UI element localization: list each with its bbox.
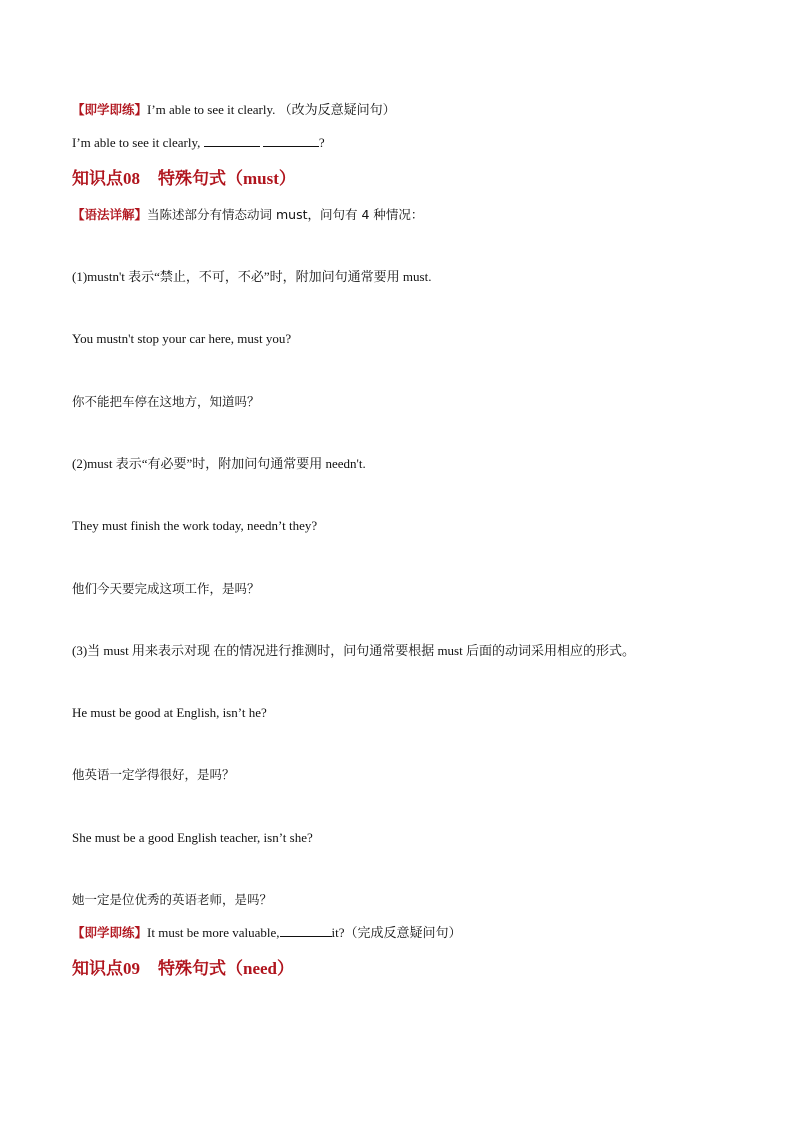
answer-blank-1[interactable] <box>204 133 260 147</box>
example-sentence: She must be a good English teacher, isn’t she? <box>72 830 313 845</box>
answer-stem: I’m able to see it clearly, <box>72 135 204 150</box>
grammar-tag: 【语法详解】 <box>72 207 148 222</box>
example-translation: 你不能把车停在这地方，知道吗？ <box>72 394 260 409</box>
section-title: 特殊句式（need） <box>158 959 294 978</box>
practice-prompt: I’m able to see it clearly. （改为反意疑问句） <box>147 102 396 117</box>
practice-blank[interactable] <box>280 923 332 937</box>
practice-line-1 <box>72 101 754 119</box>
section-heading-08 <box>72 168 296 190</box>
rule-line: (3)当 must 用来表示对现 在的情况进行推测时，问句通常要根据 must 后面的动词采用相应的形式。 <box>72 643 635 658</box>
grammar-intro: 当陈述部分有情态动词 must，问句有 4 种情况： <box>147 207 424 222</box>
practice-tag: 【即学即练】 <box>72 102 148 117</box>
practice-answer-line <box>72 133 754 152</box>
practice-prompt-start: It must be more valuable, <box>147 925 280 940</box>
example-translation: 她一定是位优秀的英语老师，是吗？ <box>72 892 273 907</box>
answer-blank-2[interactable] <box>263 133 319 147</box>
practice-prompt-end: it?（完成反意疑问句） <box>331 925 462 940</box>
rule-line: (2)must 表示“有必要”时，附加问句通常要用 needn't. <box>72 456 366 471</box>
example-translation: 他英语一定学得很好，是吗？ <box>72 767 235 782</box>
practice-line-2 <box>72 923 754 942</box>
rule-line: (1)mustn't 表示“禁止，不可，不必”时，附加问句通常要用 must. <box>72 269 432 284</box>
practice-tag: 【即学即练】 <box>72 925 148 940</box>
example-sentence: You mustn't stop your car here, must you? <box>72 331 292 346</box>
section-number: 知识点08 <box>72 169 140 188</box>
answer-end: ? <box>318 135 325 150</box>
example-translation: 他们今天要完成这项工作，是吗？ <box>72 581 260 596</box>
section-title: 特殊句式（must） <box>158 169 296 188</box>
example-sentence: He must be good at English, isn’t he? <box>72 705 267 720</box>
example-sentence: They must finish the work today, needn’t they? <box>72 518 318 533</box>
section-number: 知识点09 <box>72 959 140 978</box>
section-heading-09 <box>72 958 294 980</box>
grammar-intro-line <box>72 206 754 224</box>
